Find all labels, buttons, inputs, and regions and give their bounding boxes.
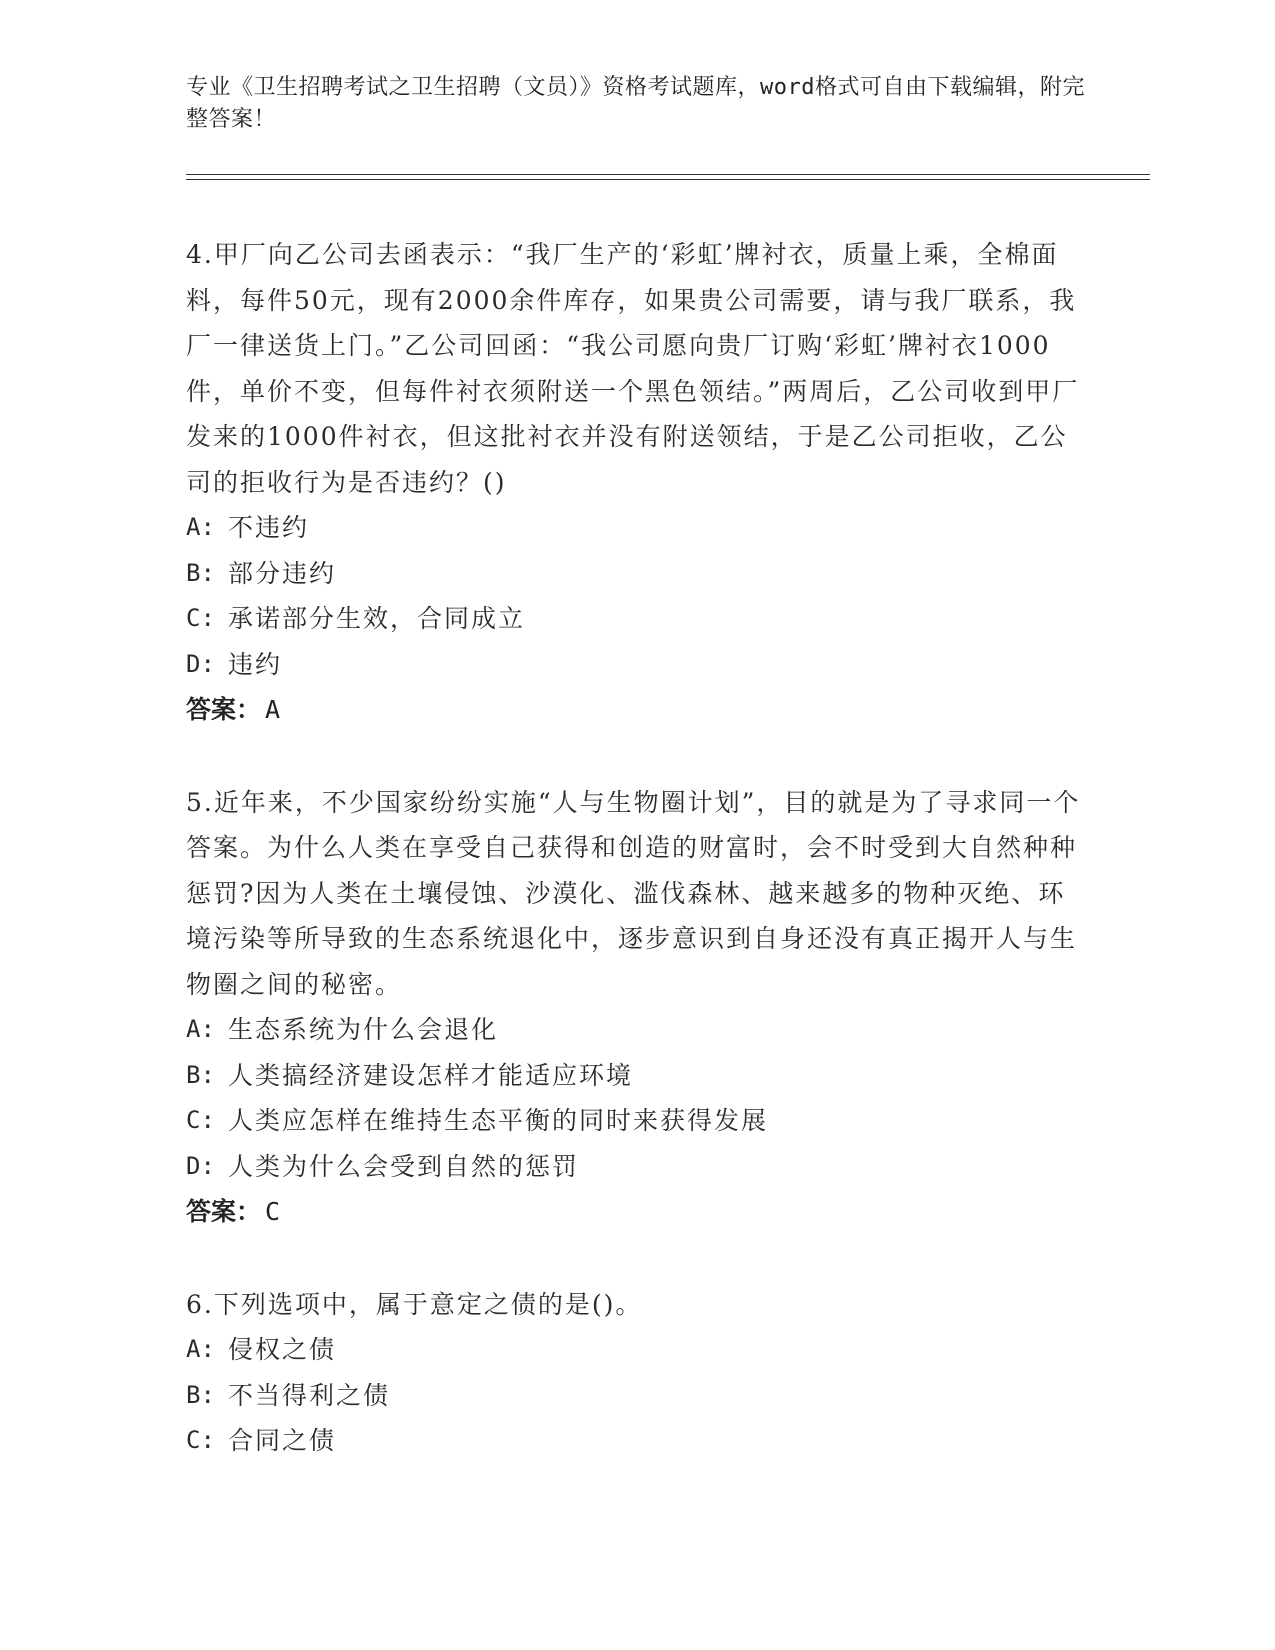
option-text: 侵权之债 — [228, 1335, 337, 1364]
document-header: 专业《卫生招聘考试之卫生招聘（文员）》资格考试题库，word格式可自由下载编辑，附完整答案！ — [186, 75, 1085, 132]
option-d — [186, 642, 1086, 688]
option-text: 不违约 — [228, 513, 310, 542]
option-a — [186, 1327, 1086, 1373]
question-stem: 4.甲厂向乙公司去函表示：“我厂生产的‘彩虹’牌衬衣，质量上乘，全棉面料，每件50元，现有2000余件库存，如果贵公司需要，请与我厂联系，我厂一律送货上门。”乙公司回函：“我公司愿向贵厂订购‘彩虹’牌衬衣1000件，单价不变，但每件衬衣须附送一个黑色领结。”两周后，乙公司收到甲厂发来的1000件衬衣，但这批衬衣并没有附送领结，于是乙公司拒收，乙公司的拒收行为是否违约？() — [186, 240, 1080, 497]
option-text: 部分违约 — [228, 558, 337, 588]
option-c — [186, 596, 1086, 642]
option-d — [186, 1144, 1086, 1190]
option-c — [186, 1418, 1086, 1464]
option-text: 合同之债 — [228, 1426, 337, 1455]
option-b — [186, 1373, 1086, 1419]
question-stem: 6.下列选项中，属于意定之债的是()。 — [186, 1289, 643, 1319]
option-letter: B: — [186, 558, 215, 587]
answer-label: 答案： — [186, 695, 262, 724]
option-a — [186, 1007, 1086, 1053]
option-letter: A: — [186, 1015, 215, 1043]
option-letter: C: — [186, 604, 215, 632]
option-letter: A: — [186, 513, 215, 541]
answer-line — [186, 1189, 1086, 1235]
option-letter: A: — [186, 1335, 215, 1363]
question-item — [186, 1282, 1086, 1464]
option-text: 人类应怎样在维持生态平衡的同时来获得发展 — [228, 1106, 769, 1135]
option-b — [186, 551, 1086, 597]
option-letter: C: — [186, 1426, 215, 1454]
question-list — [186, 232, 1086, 1511]
answer-value: A — [265, 695, 281, 724]
option-letter: C: — [186, 1106, 215, 1134]
question-item — [186, 780, 1086, 1235]
option-letter: B: — [186, 1380, 215, 1409]
question-stem: 5.近年来，不少国家纷纷实施“人与生物圈计划”，目的就是为了寻求同一个答案。为什么人类在享受自己获得和创造的财富时，会不时受到大自然种种惩罚?因为人类在土壤侵蚀、沙漠化、滥伐森林、越来越多的物种灭绝、环境污染等所导致的生态系统退化中，逐步意识到自身还没有真正揭开人与生物圈之间的秘密。 — [186, 787, 1081, 999]
option-c — [186, 1098, 1086, 1144]
question-item — [186, 232, 1086, 733]
option-letter: B: — [186, 1060, 215, 1089]
option-text: 人类搞经济建设怎样才能适应环境 — [228, 1060, 634, 1090]
option-text: 违约 — [228, 649, 283, 679]
option-letter: D: — [186, 1151, 215, 1180]
option-text: 生态系统为什么会退化 — [228, 1015, 499, 1044]
option-b — [186, 1053, 1086, 1099]
option-a — [186, 505, 1086, 551]
option-text: 不当得利之债 — [228, 1380, 391, 1410]
option-text: 承诺部分生效，合同成立 — [228, 604, 526, 633]
option-letter: D: — [186, 649, 215, 678]
option-text: 人类为什么会受到自然的惩罚 — [228, 1151, 580, 1181]
answer-value: C — [265, 1197, 281, 1226]
answer-line — [186, 687, 1086, 733]
answer-label: 答案： — [186, 1197, 262, 1226]
header-divider — [186, 174, 1150, 180]
